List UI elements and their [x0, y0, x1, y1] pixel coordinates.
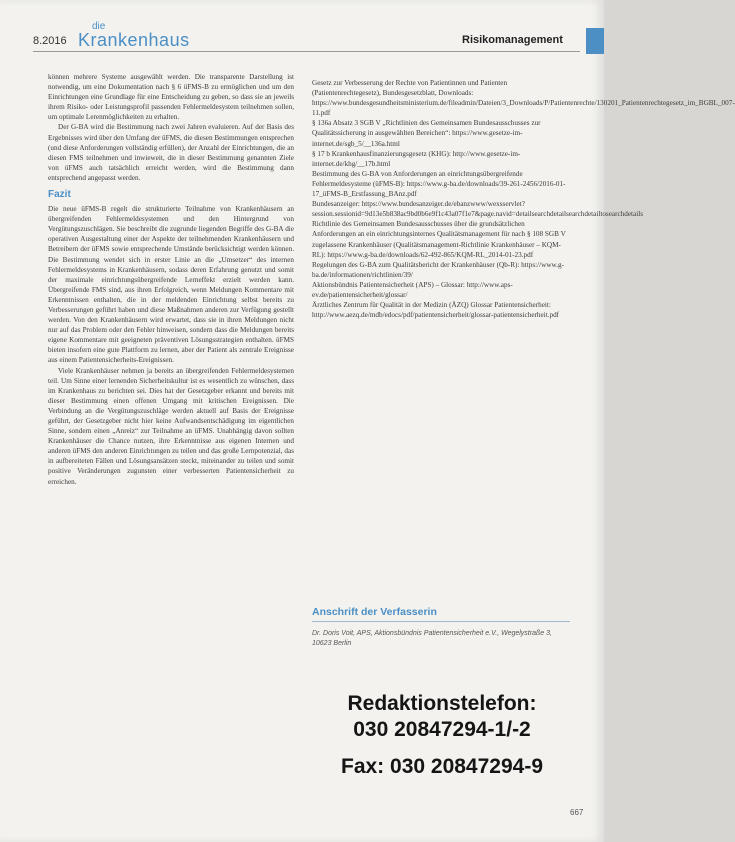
section-tab-marker: [586, 28, 604, 54]
phone-label: Redaktionstelefon:: [347, 692, 537, 715]
body-paragraph: Die neue üFMS-B regelt die strukturierte Teilnahme von Krankenhäusern an übergreifenden Fehlermeldesystemen und den Hintergrund von Vergütungszuschlägen. Sie beschreibt die zugrunde liegenden Begriffe des G-BA die operativen Ausgestaltung einer der Aspekte der teilnehmenden Krankenhäusern und Betreibern der üFMS sowie entsprechende Umstände berücksichtigt werden können. Die Bestimmung wendet sich in erster Linie an die „Umsetzer“ des internen Fehlermeldesystems in Krankenhäusern, sodass deren Erfahrung genutzt und somit der maximale einrichtungsübergreifende Lerneffekt erzielt werden kann. Übergreifende FMS sind, aus ihren Erfolgreich, wenn Meldungen Kommentare mit Erkenntnissen enthalten, die in der meldenden Einrichtung selbst bereits zu Verbesserungen geführt haben und diese Maßnahmen anderen zur Verfügung gestellt werden. Von den Krankenhäusern wird erwartet, dass sie in ihren Meldungen nicht nur auf das Problem oder den Fehler hinweisen, sondern dass die Meldungen bereits eigene Kommentare mit geeigneten präventiven Lösungsstrategien enthalten. üFMS bieten insofern eine gute Plattform zu lernen, aber der Patient als zentrale Ereignisse aus einem Patientensicherheits-Ereignissen.: [48, 205, 294, 365]
reference-item: § 136a Absatz 3 SGB V „Richtlinien des Gemeinsamen Bundesausschusses zur Qualitätssicherung in ausgewählten Bereichen“: https://www.gesetze-im-internet.de/sgb_5/__136a.html: [312, 119, 541, 148]
references-column: [312, 78, 735, 320]
reference-item: Aktionsbündnis Patientensicherheit (APS) – Glossar: http://www.aps-ev.de/patientensicherheit/glossar/: [312, 280, 513, 299]
magazine-logo: [78, 21, 190, 51]
header-divider: [33, 51, 580, 52]
section-title: Risikomanagement: [462, 34, 563, 46]
phone-number: 030 20847294-1/-2: [353, 718, 531, 741]
reference-item: Ärztliches Zentrum für Qualität in der Medizin (ÄZQ) Glossar Patientensicherheit: http://www.aezq.de/mdb/edocs/pdf/patientensicherheit/glossar-patientensicherheit.pdf: [312, 301, 560, 320]
reference-item: § 17 b Krankenhausfinanzierungsgesetz (KHG): http://www.gesetze-im-internet.de/khg/__17b.html: [312, 149, 521, 168]
body-paragraph: Viele Krankenhäuser nehmen ja bereits an übergreifenden Fehlermeldesystemen teil. Um Sinne einer lernenden Sicherheitskultur ist es wesentlich zu wünschen, dass im Krankenhaus zu berichten sei. Dies hat der Gesetzgeber erkannt und bereits mit dieser Bestimmung einen offenen Umgang mit kritischen Ereignissen. Die Verbindung an die Vergütungszuschläge werden aktuell auf Basis der Ereignisse geführt, der Gesetzgeber nicht hier keine Aufwandsentschädigung im eigentlichen Sinne, sondern einen „Anreiz“ zur Teilnahme an üFMS. Unabhängig davon sollten Krankenhäuser die Chance nutzen, ihre Erkenntnisse aus eigenen Internen und anderen üFMS den anderen Einrichtungen zu teilen und das große Lernpotenzial, das in aufbereiteten Fällen und Lösungsansätzen steckt, miteinander zu teilen und somit positive Veränderungen zugunsten einer verbesserten Patientensicherheit zu erreichen.: [48, 366, 294, 486]
reference-item: Regelungen des G-BA zum Qualitätsbericht der Krankenhäuser (Qb-R): https://www.g-ba.de/informationen/richtlinien/39/: [312, 260, 565, 279]
section-heading: Fazit: [48, 189, 71, 201]
author-box-divider: [312, 621, 570, 622]
issue-date: 8.2016: [33, 35, 67, 47]
reference-item: Gesetz zur Verbesserung der Rechte von Patientinnen und Patienten (Patientenrechtegesetz), Bundesgesetzblatt, Downloads: https://www.bundesgesundheitsministerium.de/fileadmin/Dateien/3_Downloads/P/Patientenrechte/130201_Patientenrechtegesetz_im_BGBL_007-11.pdf: [312, 79, 735, 118]
author-address: Dr. Doris Voit, APS, Aktionsbündnis Patientensicherheit e.V., Wegelystraße 3, 10623 Berlin: [312, 630, 552, 647]
author-box-title: Anschrift der Verfasserin: [312, 606, 437, 618]
logo-small-text: die: [92, 21, 106, 32]
logo-main-text: Krankenhaus: [78, 30, 190, 50]
reference-item: Bundesanzeiger: https://www.bundesanzeiger.de/ebanzwww/wexsservlet?session.sessionid=9d13e5b838ac9bd0b6e9f1c43a07f1e7&page.navid=detailsearchdetailsearchdetailtosearchdetails: [312, 200, 644, 219]
reference-item: Bestimmung des G-BA von Anforderungen an einrichtungsübergreifende Fehlermeldesysteme (üFMS-B): https://www.g-ba.de/downloads/39-261-2456/2016-01-17_üFMS-B_Erstfassung_BAnz.pdf: [312, 169, 566, 199]
fax-number: Fax: 030 20847294-9: [341, 755, 543, 778]
left-column: [48, 72, 294, 487]
body-paragraph: können mehrere Systeme ausgewählt werden. Die transparente Darstellung ist notwendig, um eine Dokumentation nach § 6 üFMS-B zu ermöglichen und um den Einrichtungen eine Grundlage für eine Entscheidung zu geben, so dass sie an jeweils ihrem Risiko- oder Leistungsprofil passenden Fehlermeldesystem teilnehmen sollen, um optimale Lerenmöglichkeiten zu erhalten.: [48, 73, 294, 122]
page-number: 667: [570, 808, 584, 817]
reference-item: Richtlinie des Gemeinsamen Bundesausschusses über die grundsätzlichen Anforderungen an ein einrichtungsinternes Qualitätsmanagement für nach § 108 SGB V zugelassene Krankenhäuser (Qualitätsmanagement-Richtlinie Krankenhäuser – KQM-RL): https://www.g-ba.de/downloads/62-492-865/KQM-RL_2014-01-23.pdf: [312, 220, 566, 259]
body-paragraph: Der G-BA wird die Bestimmung nach zwei Jahren evaluieren. Auf der Basis des Ergebnisses wird über den Umfang der üFMS, die diesen Bestimmungen entsprechen (und diese Anforderungen vollständig erfüllen), der Anzahl der Einrichtungen, die an diesen FMS teilnehmen und inwieweit, die in dieser Bestimmung genannten Ziele von üFMS auch tatsächlich erreicht werden, wird die Bestimmung dann entsprechend angepasst werden.: [48, 123, 294, 182]
